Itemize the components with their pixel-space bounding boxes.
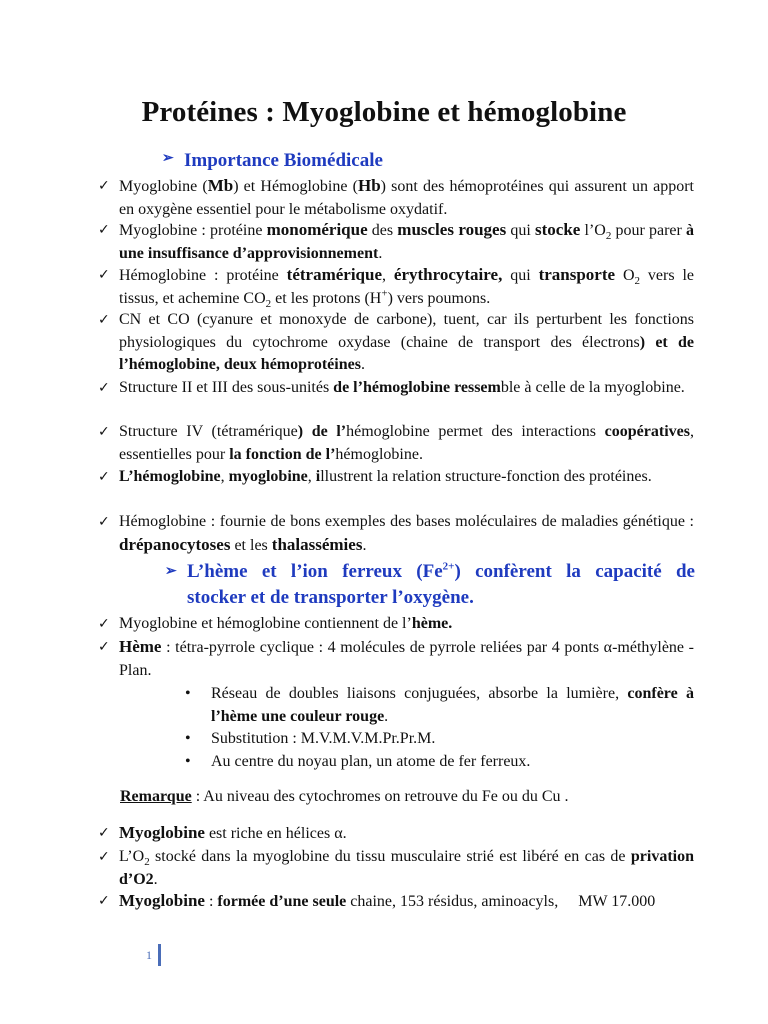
list-item: ✓ Structure IV (tétramérique) de l’hémoglobine permet des interactions coopératives, essentielles pour la fonction de l’hémoglobine. bbox=[98, 423, 694, 463]
page-number-bar bbox=[158, 944, 161, 966]
checkmark-icon: ✓ bbox=[98, 849, 110, 865]
checkmark-icon: ✓ bbox=[98, 178, 110, 194]
list-item: ✓ $L’O_2$ stocké dans la myoglobine du tissu musculaire strié est libéré en cas de privation d’O2. bbox=[98, 848, 694, 888]
bullet-item: • Réseau de doubles liaisons conjuguées, absorbe la lumière, confère à l’hème une couleur rouge. bbox=[185, 685, 694, 725]
list-item: ✓ Structure II et III des sous-unités de l’hémoglobine ressemble à celle de la myoglobine. bbox=[98, 377, 694, 400]
remark-label: Remarque bbox=[120, 788, 192, 805]
list-item: ✓ Myoglobine : formée d’une seule chaine, 153 résidus, aminoacyls, MW 17.000 bbox=[98, 890, 694, 914]
checkmark-icon: ✓ bbox=[98, 424, 110, 440]
list-item: ✓ Myoglobine : protéine monomérique des muscles rouges qui stocke $l’O_2$ pour parer à une insuffisance d’approvisionnement. bbox=[98, 220, 695, 262]
checkmark-icon: ✓ bbox=[98, 616, 110, 632]
document-page: Protéines : Myoglobine et hémoglobine ➢ Importance Biomédicale ✓ Myoglobine (Mb) et Hémoglobine (Hb) sont des hémoprotéines qui assurent un apport en oxygène essentiel pour le métabolisme oxydatif. ✓ Myoglobine : protéine monomérique des muscles rouges qui stocke $l’O_2$ pour parer à une insuffisance d’approvisionnement. ✓ Hémoglobine : protéine tétramérique, érythrocytaire, qui transporte $O_2$ vers le tissus, et achemine $CO_2$ et les protons (H+) vers poumons. ✓ CN et CO (cyanure et monoxyde de carbone), tuent, car ils perturbent les fonctions physiologiques du cytochrome oxydase (chaine de transport des électrons) et de l’hémoglobine, deux hémoprotéines. ✓ Structure II et III des sous-unités de l’hémoglobine ressemble à celle de la myoglobine. ✓ Structure IV (tétramérique) de l’hémoglobine permet des interactions coopératives, essentielles pour la fonction de l’hémoglobine. ✓ L’hémoglobine, myoglobine, illustrent la relation structure-fonction des protéines. ✓ Hémoglobine : fournie de bons exemples des bases moléculaires de maladies génétique : drépanocytoses et les thalassémies. ➢ L’hème et l’ion ferreux $(Fe^{2+})$ confèrent la capacité de stocker et de transporter l’oxygène. ✓ Myoglobine et hémoglobine contiennent de l’hème. ✓ Hème : tétra-pyrrole cyclique : 4 molécules de pyrrole reliées par 4 ponts α-méthylène - Plan. • Réseau de doubles liaisons conjuguées, absorbe la lumière, confère à l’hème une couleur rouge. • Substitution : M.V.M.V.M.Pr.Pr.M. • Au centre du noyau plan, un atome de fer ferreux. Remarque : Au niveau des cytochromes on retrouve du Fe ou du Cu . ✓ Myoglobine est riche en hélices α. ✓ $L’O_2$ stocké dans la myoglobine du tissu musculaire strié est libéré en cas de privation d’O2. ✓ Myoglobine : formée d’une seule chaine, 153 résidus, aminoacyls, MW 17.000 1 bbox=[0, 0, 768, 1024]
list-item: ✓ CN et CO (cyanure et monoxyde de carbone), tuent, car ils perturbent les fonctions physiologiques du cytochrome oxydase (chaine de transport des électrons) et de l’hémoglobine, deux hémoprotéines. bbox=[98, 311, 694, 373]
checkmark-icon: ✓ bbox=[98, 469, 110, 485]
page-number: 1 bbox=[146, 948, 152, 962]
bullet-item: • Au centre du noyau plan, un atome de fer ferreux. bbox=[185, 751, 694, 774]
list-item: ✓ L’hémoglobine, myoglobine, illustrent la relation structure-fonction des protéines. bbox=[98, 466, 694, 489]
page-title: Protéines : Myoglobine et hémoglobine bbox=[141, 96, 627, 128]
list-item: ✓ Myoglobine et hémoglobine contiennent de l’hème. bbox=[98, 613, 694, 636]
checkmark-icon: ✓ bbox=[98, 267, 110, 283]
list-item: ✓ Hémoglobine : protéine tétramérique, érythrocytaire, qui transporte $O_2$ vers le tissus, et achemine $CO_2$ et les protons (H+) vers poumons. bbox=[98, 265, 695, 310]
bullet-icon: • bbox=[185, 685, 191, 702]
checkmark-icon: ✓ bbox=[98, 893, 110, 909]
arrow-bullet-icon: ➢ bbox=[165, 564, 177, 579]
checkmark-icon: ✓ bbox=[98, 639, 110, 655]
arrow-bullet-icon: ➢ bbox=[162, 151, 174, 166]
checkmark-icon: ✓ bbox=[98, 825, 110, 841]
checkmark-icon: ✓ bbox=[98, 380, 110, 396]
checkmark-icon: ✓ bbox=[98, 222, 110, 238]
section-heading-heme: ➢ L’hème et l’ion ferreux $(Fe^{2+})$ confèrent la capacité de stocker et de transporter l’oxygène. bbox=[165, 560, 695, 608]
bullet-item: • Substitution : M.V.M.V.M.Pr.Pr.M. bbox=[185, 728, 694, 751]
list-item: ✓ Hémoglobine : fournie de bons exemples des bases moléculaires de maladies génétique : drépanocytoses et les thalassémies. bbox=[98, 513, 694, 554]
bullet-icon: • bbox=[185, 753, 191, 770]
checkmark-icon: ✓ bbox=[98, 514, 110, 530]
list-item: ✓ Myoglobine est riche en hélices α. bbox=[98, 822, 694, 846]
list-item: ✓ Myoglobine (Mb) et Hémoglobine (Hb) sont des hémoprotéines qui assurent un apport en oxygène essentiel pour le métabolisme oxydatif. bbox=[98, 176, 695, 218]
checkmark-icon: ✓ bbox=[98, 312, 110, 328]
bullet-icon: • bbox=[185, 730, 191, 747]
list-item: ✓ Hème : tétra-pyrrole cyclique : 4 molécules de pyrrole reliées par 4 ponts α-méthylène - Plan. bbox=[98, 637, 694, 679]
remark-note: Remarque : Au niveau des cytochromes on retrouve du Fe ou du Cu . bbox=[120, 788, 569, 805]
